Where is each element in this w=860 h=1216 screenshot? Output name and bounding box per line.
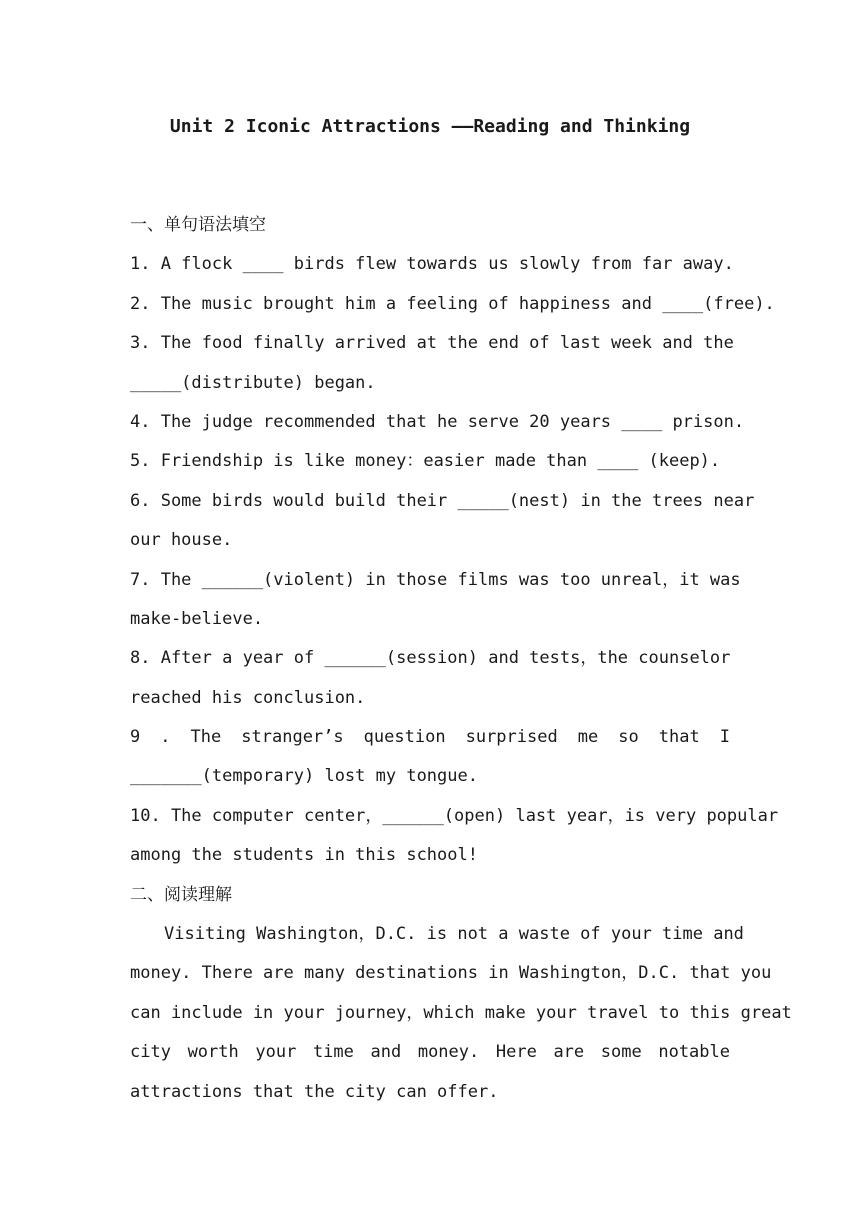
exercise-line: 5. Friendship is like money：easier made than ____ (keep). xyxy=(130,451,721,472)
exercise-line: 4. The judge recommended that he serve 20 years ____ prison. xyxy=(130,411,745,432)
passage-line: money. There are many destinations in Washington，D.C. that you xyxy=(130,963,772,984)
exercise-line: 10. The computer center，______(open) last year，is very popular xyxy=(130,805,779,826)
exercise-line: among the students in this school! xyxy=(130,845,478,866)
passage-line: Visiting Washington，D.C. is not a waste of your time and xyxy=(164,924,744,945)
section-heading-reading: 二、阅读理解 xyxy=(130,884,232,905)
exercise-line: 1. A flock ____ birds flew towards us slowly from far away. xyxy=(130,254,734,275)
exercise-line: 9 . The stranger’s question surprised me so that I xyxy=(130,727,730,748)
exercise-line: 3. The food finally arrived at the end of last week and the xyxy=(130,333,734,354)
exercise-line: our house. xyxy=(130,530,233,551)
exercise-line: 7. The ______(violent) in those films was too unreal，it was xyxy=(130,569,741,590)
section-heading-grammar: 一、单句语法填空 xyxy=(130,215,266,235)
passage-line: attractions that the city can offer. xyxy=(130,1081,499,1102)
document-title: Unit 2 Iconic Attractions ——Reading and Thinking xyxy=(169,116,691,137)
exercise-line: 2. The music brought him a feeling of happiness and ____(free). xyxy=(130,293,775,314)
exercise-line: 6. Some birds would build their _____(nest) in the trees near xyxy=(130,490,755,511)
passage-line: city worth your time and money. Here are some notable xyxy=(130,1042,730,1063)
exercise-line: make-believe. xyxy=(130,608,264,629)
exercise-line: reached his conclusion. xyxy=(130,687,366,708)
exercise-line: _____(distribute) began. xyxy=(130,372,376,393)
passage-line: can include in your journey，which make your travel to this great xyxy=(130,1002,792,1023)
exercise-line: _______(temporary) lost my tongue. xyxy=(130,766,478,787)
exercise-line: 8. After a year of ______(session) and tests，the counselor xyxy=(130,648,731,669)
